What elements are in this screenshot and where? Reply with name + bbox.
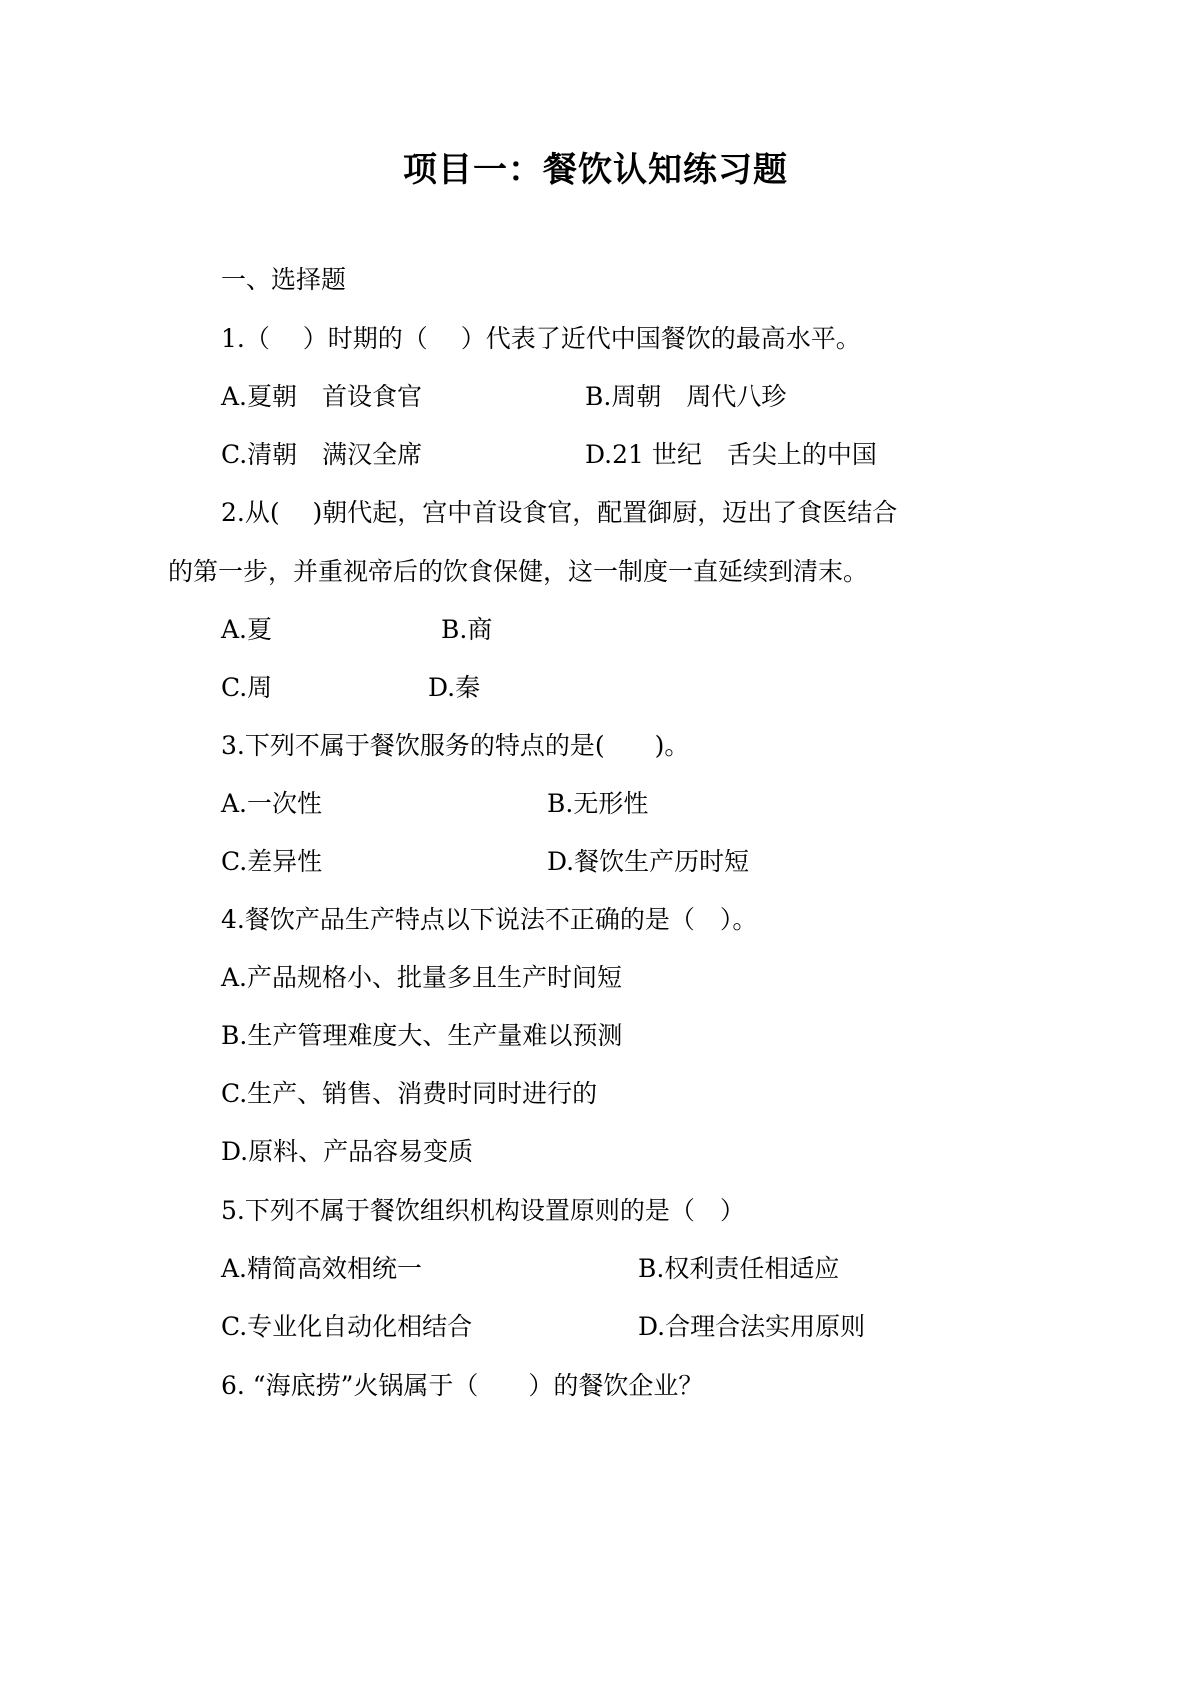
question-3-option-a: A.一次性 [221, 789, 323, 818]
question-1-option-d: D.21 世纪 舌尖上的中国 [585, 440, 877, 469]
question-4-option-a: A.产品规格小、批量多且生产时间短 [221, 963, 623, 992]
question-5-option-c: C.专业化自动化相结合 [221, 1312, 473, 1341]
question-4-option-c: C.生产、销售、消费时同时进行的 [221, 1079, 598, 1108]
question-3-option-b: B.无形性 [547, 789, 649, 818]
question-2-option-d: D.秦 [428, 673, 481, 702]
question-4-option-b: B.生产管理难度大、生产量难以预测 [221, 1021, 623, 1050]
question-5-option-d: D.合理合法实用原则 [638, 1312, 866, 1341]
question-5-option-a: A.精简高效相统一 [221, 1254, 423, 1283]
page-title: 项目一：餐饮认知练习题 [403, 150, 788, 190]
question-6-text: 6. “海底捞”火锅属于（ ）的餐饮企业？ [221, 1371, 704, 1400]
section-heading: 一、选择题 [221, 265, 347, 294]
question-1-option-c: C.清朝 满汉全席 [221, 440, 423, 469]
question-1-option-b: B.周朝 周代八珍 [585, 382, 787, 411]
question-2-option-c: C.周 [221, 673, 273, 702]
question-2-text: 2.从( )朝代起，宫中首设食官，配置御厨，迈出了食医结合 [221, 498, 898, 527]
question-2-option-b: B.商 [441, 615, 493, 644]
question-1-text: 1.（ ）时期的（ ）代表了近代中国餐饮的最高水平。 [221, 324, 861, 353]
question-5-option-b: B.权利责任相适应 [638, 1254, 840, 1283]
question-5-text: 5.下列不属于餐饮组织机构设置原则的是（ ） [221, 1196, 745, 1225]
question-3-option-c: C.差异性 [221, 847, 323, 876]
question-4-option-d: D.原料、产品容易变质 [221, 1137, 474, 1166]
question-2-option-a: A.夏 [221, 615, 273, 644]
question-1-option-a: A.夏朝 首设食官 [221, 382, 423, 411]
question-4-text: 4.餐饮产品生产特点以下说法不正确的是（ ）。 [221, 905, 758, 934]
question-2-text-continued: 的第一步，并重视帝后的饮食保健，这一制度一直延续到清末。 [168, 557, 869, 586]
question-3-option-d: D.餐饮生产历时短 [547, 847, 750, 876]
question-3-text: 3.下列不属于餐饮服务的特点的是( )。 [221, 731, 690, 760]
